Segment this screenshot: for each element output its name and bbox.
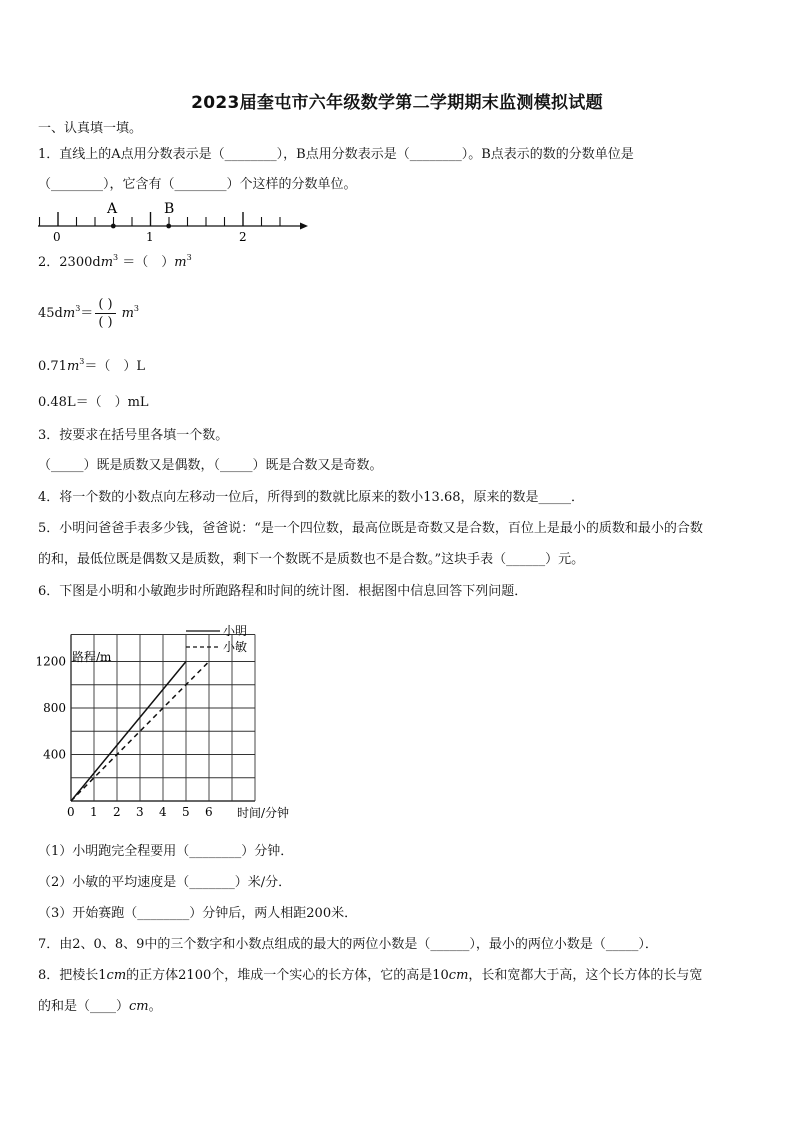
exponent: 3 (113, 252, 119, 262)
x-tick-label: 5 (182, 805, 190, 819)
unit-m: m (174, 255, 187, 270)
question-5-line-2: 的和，最低位既是偶数又是质数，剩下一个数既不是质数也不是合数。”这块手表（______）元。 (38, 552, 585, 567)
question-8-line-1 (38, 967, 702, 985)
question-1-line-2: （________），它含有（________）个这样的分数单位。 (38, 177, 357, 192)
point-b-marker (166, 224, 171, 229)
x-tick-label: 6 (205, 805, 213, 819)
unit-cm: cm (129, 999, 149, 1014)
tick-label-1: 1 (146, 230, 154, 243)
point-b-label: B (164, 201, 175, 217)
x-tick-label: 2 (113, 805, 121, 819)
question-1-line-1: 1．直线上的A点用分数表示是（________），B点用分数表示是（________）。B点表示的数的分数单位是 (38, 147, 634, 162)
point-a-marker (111, 224, 116, 229)
legend-label-xiaomin: 小敏 (223, 640, 248, 654)
unit-cm: cm (448, 968, 469, 983)
y-tick-label: 400 (43, 747, 66, 762)
question-3-line-1: 3．按要求在括号里各填一个数。 (38, 428, 229, 443)
tick-label-2: 2 (239, 230, 247, 243)
exponent: 3 (133, 303, 140, 313)
q2-text: 2．2300d (38, 255, 101, 270)
q8-text: 的和是（____） (38, 999, 130, 1014)
number-line (36, 198, 326, 243)
q2-text: ＝（ ）L (84, 359, 146, 374)
question-7: 7．由2、0、8、9中的三个数字和小数点组成的最大的两位小数是（______），最小的两位小数是（_____）． (38, 937, 658, 952)
fraction-denominator: ( ) (98, 315, 113, 330)
question-2-line-1 (38, 254, 192, 272)
y-tick-label: 800 (43, 701, 66, 715)
legend-label-xiaoming: 小明 (223, 624, 248, 638)
question-5-line-1: 5．小明问爸爸手表多少钱，爸爸说：“是一个四位数，最高位既是奇数又是合数，百位上是最小的质数和最小的合数 (38, 521, 703, 536)
tick-label-0: 0 (53, 230, 61, 243)
question-2-line-3 (38, 358, 145, 376)
x-tick-label: 0 (67, 805, 75, 819)
unit-m: m (66, 359, 80, 374)
q8-text: 。 (148, 999, 162, 1014)
section-heading: 一、认真填一填。 (38, 121, 143, 136)
exponent: 3 (75, 303, 81, 313)
arrow-head-icon (300, 223, 308, 230)
question-2-line-2 (38, 292, 139, 336)
q8-text: 8．把棱长1 (38, 968, 107, 983)
exponent: 3 (79, 356, 85, 366)
page-title: 2023届奎屯市六年级数学第二学期期末监测模拟试题 (191, 93, 603, 113)
y-tick-label: 1200 (35, 654, 66, 669)
unit-m: m (62, 306, 76, 321)
number-line-ticks (40, 212, 281, 226)
q8-text: ，长和宽都大于高，这个长方体的长与宽 (468, 968, 703, 983)
q8-text: 的正方体2100个，堆成一个实心的长方体，它的高是10 (126, 968, 449, 983)
exponent: 3 (186, 252, 192, 262)
fraction-blank (95, 297, 115, 330)
q2-equals: ＝ (80, 306, 94, 321)
x-tick-label: 4 (159, 805, 167, 819)
x-axis-title: 时间/分钟 (237, 806, 290, 820)
unit-cm: cm (106, 968, 127, 983)
x-tick-label: 3 (136, 805, 144, 819)
question-8-line-2 (38, 998, 162, 1016)
y-axis-title: 路程/m (72, 650, 112, 664)
question-3-line-2: （_____）既是质数又是偶数，（_____）既是合数又是奇数。 (38, 458, 383, 473)
q2-text: ＝（ ） (122, 255, 175, 270)
distance-time-chart (30, 612, 320, 827)
question-6-part-1: （1）小明跑完全程要用（________）分钟． (38, 844, 294, 859)
question-6-part-2: （2）小敏的平均速度是（_______）米/分． (38, 875, 292, 890)
fraction-numerator: ( ) (95, 297, 115, 314)
x-tick-label: 1 (90, 805, 98, 819)
point-a-label: A (107, 201, 118, 217)
question-2-line-4: 0.48L＝（ ）mL (38, 395, 149, 410)
q2-text: 0.71 (38, 359, 67, 374)
question-6-part-3: （3）开始赛跑（________）分钟后，两人相距200米． (38, 906, 358, 921)
question-6-intro: 6．下图是小明和小敏跑步时所跑路程和时间的统计图．根据图中信息回答下列问题． (38, 584, 528, 599)
unit-m: m (100, 255, 114, 270)
q2-text: 45d (38, 306, 63, 321)
question-4: 4．将一个数的小数点向左移动一位后，所得到的数就比原来的数小13.68，原来的数是_____． (38, 490, 584, 505)
unit-m: m (121, 306, 134, 321)
